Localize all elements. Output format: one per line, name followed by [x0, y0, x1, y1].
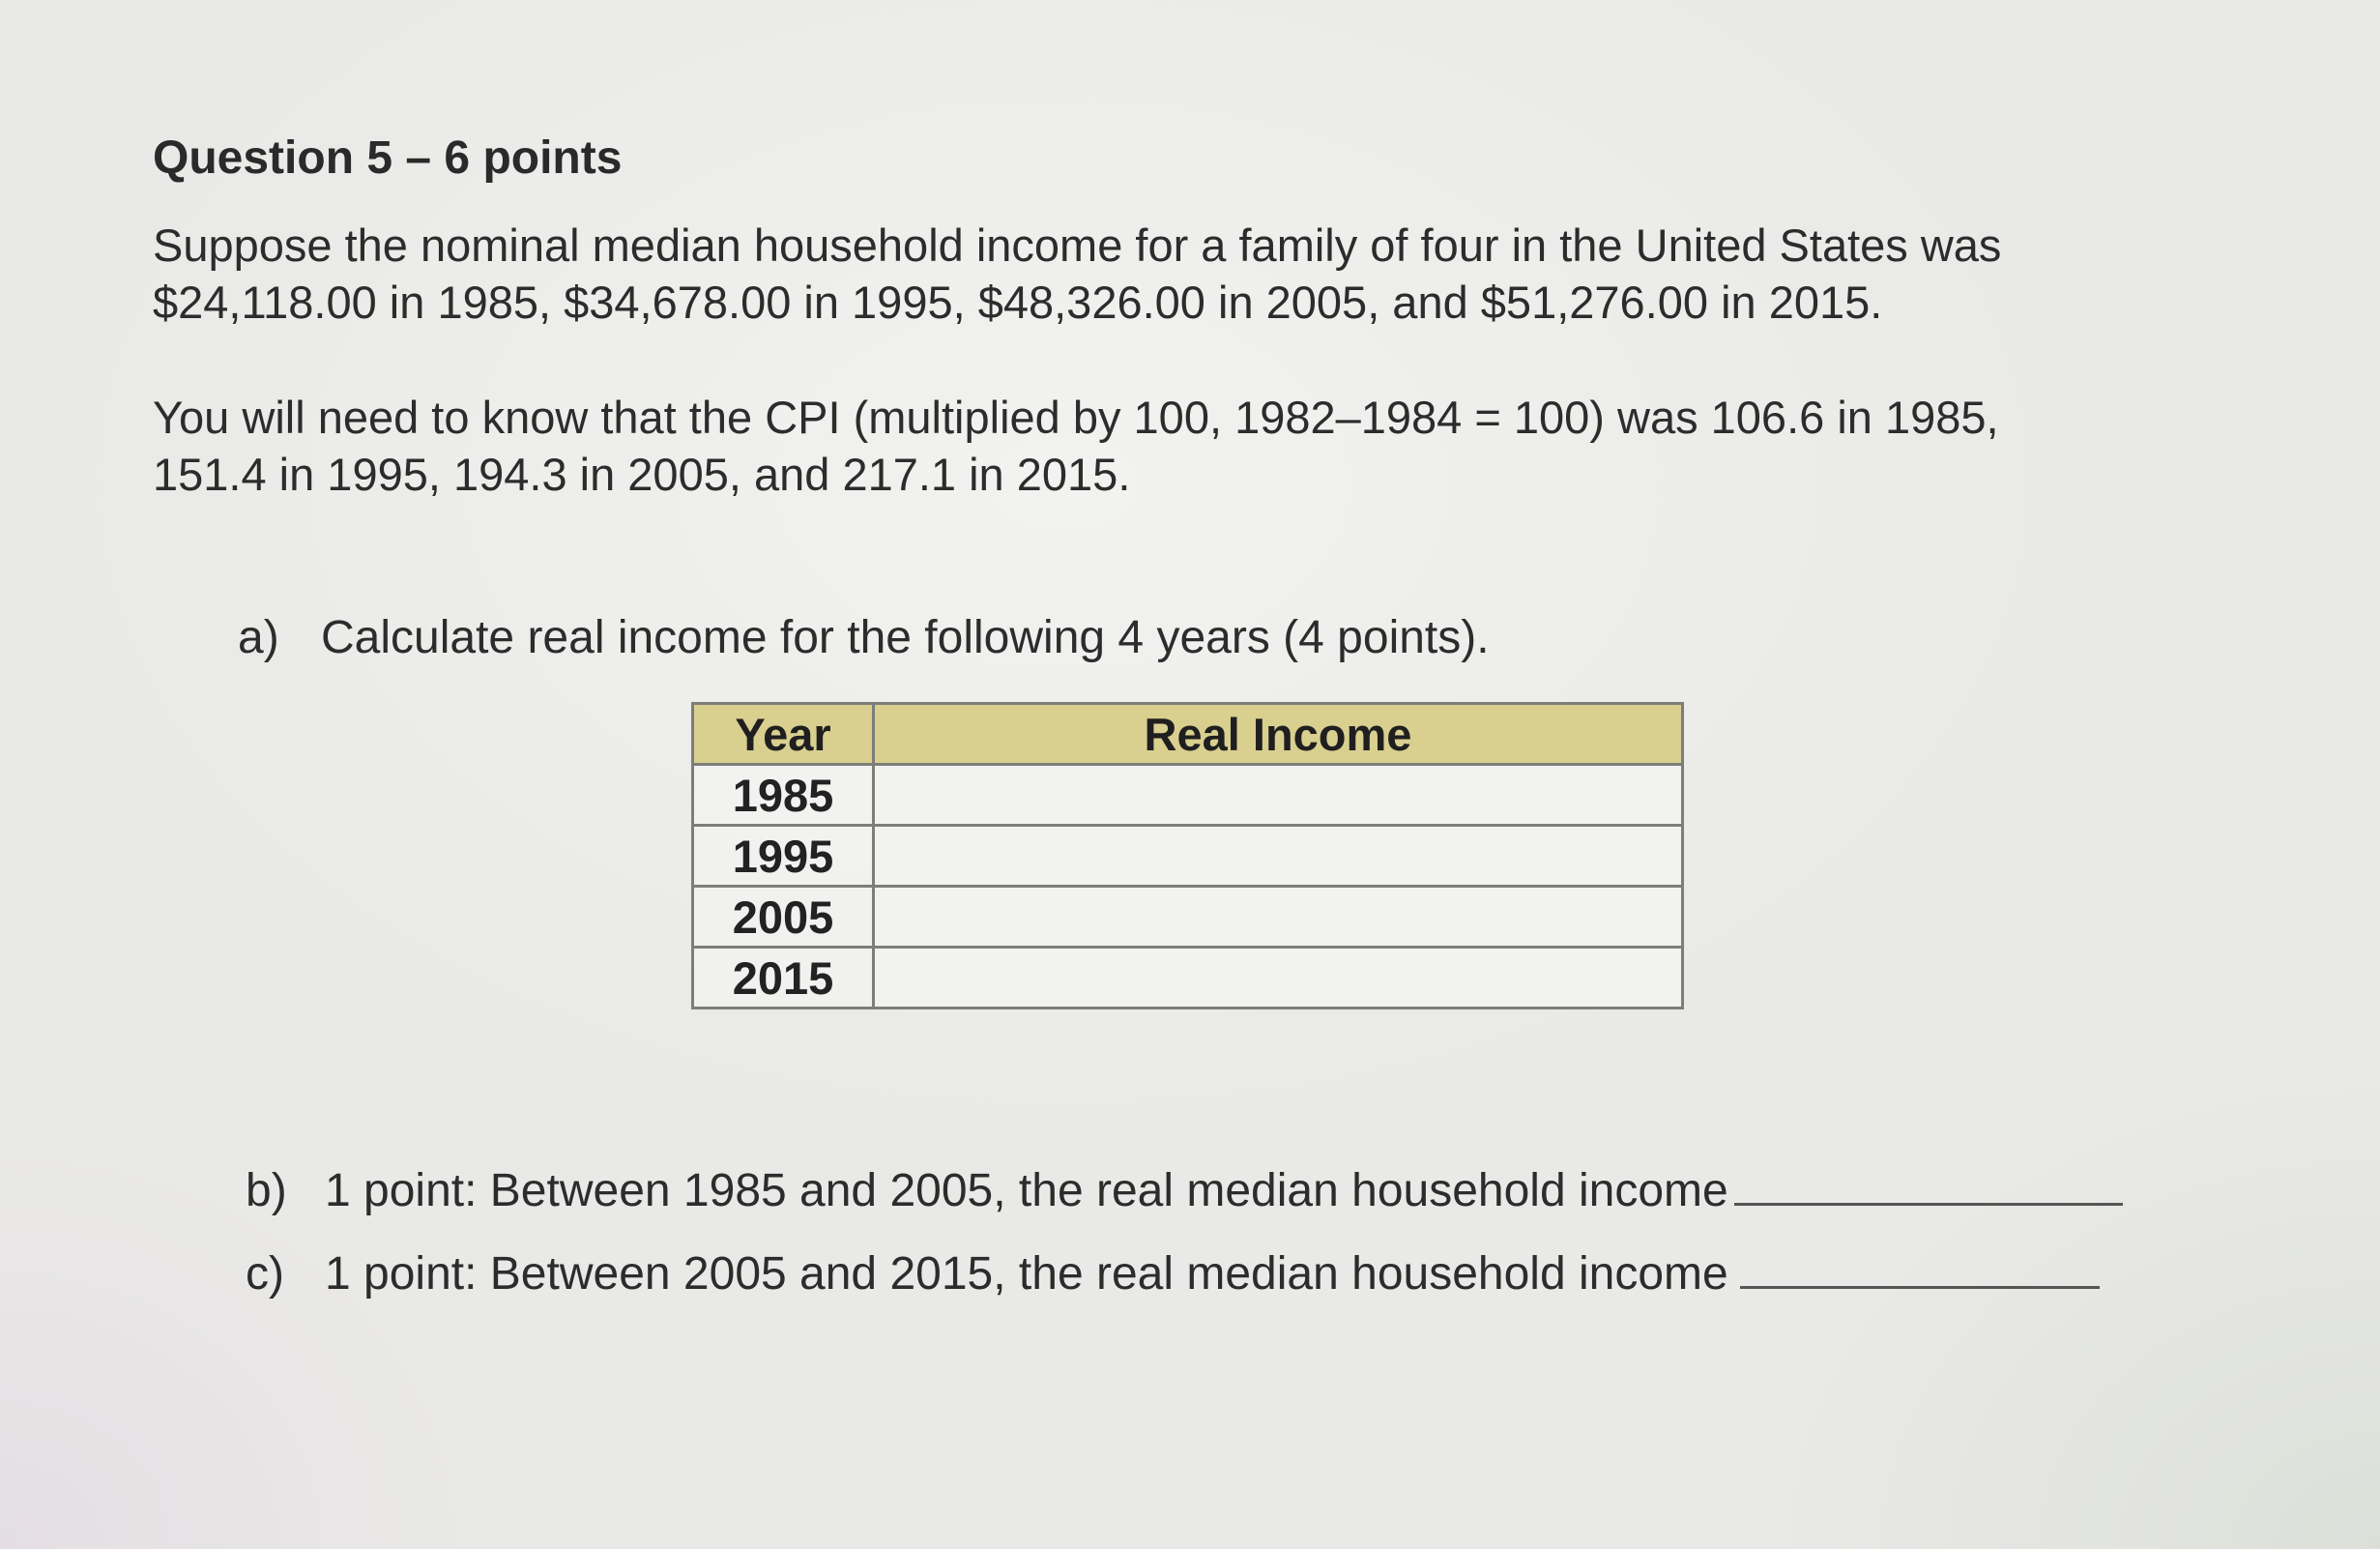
- part-a-prompt: [238, 611, 1490, 664]
- column-header-year: Year: [693, 704, 874, 765]
- real-income-answer-cell[interactable]: [874, 948, 1683, 1008]
- cpi-statement-line-2: 151.4 in 1995, 194.3 in 2005, and 217.1 in 2015.: [153, 449, 1131, 500]
- table-row: [693, 887, 1683, 948]
- part-b-letter: b): [246, 1165, 287, 1216]
- table-row: [693, 948, 1683, 1008]
- year-cell: 1995: [693, 826, 874, 887]
- part-a-letter: a): [238, 612, 279, 663]
- part-b-answer-blank[interactable]: [1734, 1174, 2123, 1206]
- part-c-prompt: [246, 1247, 2100, 1301]
- table-header-row: [693, 704, 1683, 765]
- part-c-letter: c): [246, 1248, 284, 1300]
- column-header-real-income: Real Income: [874, 704, 1683, 765]
- part-b-text: 1 point: Between 1985 and 2005, the real median household income: [325, 1165, 1728, 1216]
- real-income-answer-cell[interactable]: [874, 887, 1683, 948]
- part-b-prompt: [246, 1164, 2123, 1217]
- year-cell: 2005: [693, 887, 874, 948]
- real-income-table: [691, 702, 1684, 1009]
- table-row: [693, 826, 1683, 887]
- question-title: Question 5 – 6 points: [153, 132, 623, 184]
- problem-statement: [153, 217, 2241, 331]
- problem-statement-line-2: $24,118.00 in 1985, $34,678.00 in 1995, $48,326.00 in 2005, and $51,276.00 in 2015.: [153, 277, 1883, 328]
- year-cell: 1985: [693, 765, 874, 826]
- problem-statement-line-1: Suppose the nominal median household income for a family of four in the United States was: [153, 219, 2002, 271]
- cpi-statement-line-1: You will need to know that the CPI (multiplied by 100, 1982–1984 = 100) was 106.6 in 1985,: [153, 392, 1999, 443]
- part-a-text: Calculate real income for the following 4 years (4 points).: [321, 612, 1490, 663]
- part-c-text: 1 point: Between 2005 and 2015, the real median household income: [325, 1248, 1728, 1300]
- cpi-statement: [153, 389, 2241, 503]
- real-income-answer-cell[interactable]: [874, 826, 1683, 887]
- year-cell: 2015: [693, 948, 874, 1008]
- real-income-answer-cell[interactable]: [874, 765, 1683, 826]
- table-row: [693, 765, 1683, 826]
- part-c-answer-blank[interactable]: [1740, 1257, 2100, 1289]
